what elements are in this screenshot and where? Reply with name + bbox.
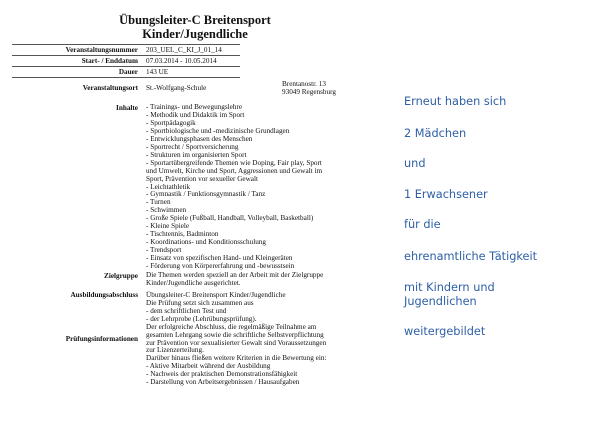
side-text-line2: 2 Mädchen: [404, 127, 467, 140]
zielgruppe-text: Die Themen werden speziell an der Arbeit mit der Zielgruppe Kinder/Jugendliche ausgerichtet.: [146, 271, 324, 287]
value-ort: St.-Wolfgang-Schule: [146, 84, 207, 92]
value-dauer: 143 UE: [146, 68, 169, 76]
label-dauer: Dauer: [118, 68, 138, 76]
list-item: - Sportartübergreifende Themen wie Doping, Fair play, Sport: [146, 158, 322, 167]
divider: [12, 55, 240, 56]
list-item: - Kleine Spiele: [146, 222, 190, 231]
value-veranstaltungsnummer: 203_UEL_C_KI_J_01_14: [146, 46, 222, 54]
document-subtitle: Kinder/Jugendliche: [142, 27, 248, 41]
divider: [12, 77, 240, 78]
side-text-line3: und: [404, 157, 426, 170]
label-inhalte: Inhalte: [116, 104, 138, 112]
list-item: - Methodik und Didaktik im Sport: [146, 110, 245, 119]
list-item: - Sportrecht / Sportversicherung: [146, 142, 239, 151]
list-item: - Schwimmen: [146, 206, 187, 215]
list-item: - Sportpädagogik: [146, 118, 196, 127]
side-text-line7: mit Kindern und: [404, 281, 495, 294]
side-text-line1: Erneut haben sich: [404, 95, 507, 108]
label-datum: Start- / Enddatum: [81, 57, 138, 65]
divider: [12, 66, 240, 67]
label-ort: Veranstaltungsort: [82, 84, 138, 92]
side-text-line9: weitergebildet: [404, 325, 486, 338]
list-item: - Koordinations- und Konditionsschulung: [146, 238, 266, 247]
list-item: - Strukturen im organisierten Sport: [146, 150, 247, 159]
label-pruefung: Prüfungsinformationen: [65, 335, 138, 343]
label-veranstaltungsnummer: Veranstaltungsnummer: [65, 46, 138, 54]
address-street: Brentanostr. 13: [282, 80, 326, 88]
side-text-line6: ehrenamtliche Tätigkeit: [404, 250, 538, 263]
value-datum: 07.03.2014 - 10.05.2014: [146, 57, 217, 65]
side-text-line5: für die: [404, 218, 441, 231]
list-item: - Tischtennis, Badminton: [146, 230, 219, 239]
label-ausbildungsabschluss: Ausbildungsabschluss: [70, 291, 138, 299]
list-item: - Einsatz von spezifischen Hand- und Kleingeräten: [146, 254, 293, 263]
list-item: - Förderung von Körpererfahrung und -bewusstsein: [146, 262, 295, 271]
list-item: - Große Spiele (Fußball, Handball, Volleyball, Basketball): [146, 214, 314, 223]
list-item: Sport, Prävention vor sexueller Gewalt: [146, 174, 258, 183]
value-ausbildungsabschluss: Übungsleiter-C Breitensport Kinder/Jugendliche: [146, 291, 286, 299]
pruefung-text: Die Prüfung setzt sich zusammen aus - dem schriftlichen Test und - der Lehrprobe (Lehrübungsprüfung). Der erfolgreiche Abschluss, die regelmäßige Teilnahme am gesamten Lehrgang sowie die schriftliche Selbstverpflichtung zur Prävention vor sexualisierter Gewalt sind Voraussetzungen zur Lizenzerteilung. Darüber hinaus fließen weitere Kriterien in die Bewertung ein: - Aktive Mitarbeit während der Ausbildung - Nachweis der praktischen Demonstrationsfähigkeit - Darstellung von Arbeitsergebnissen / Hausaufgaben: [146, 299, 327, 387]
divider: [12, 44, 240, 45]
document-title: Übungsleiter-C Breitensport: [119, 13, 271, 27]
side-text-line4: 1 Erwachsener: [404, 188, 488, 201]
list-item: - Gymnastik / Funktionsgymnastik / Tanz: [146, 190, 266, 199]
list-item: - Leichtathletik: [146, 182, 191, 191]
side-text-line8: Jugendlichen: [404, 295, 477, 308]
list-item: - Sportbiologische und -medizinische Grundlagen: [146, 126, 290, 135]
address-city: 93049 Regensburg: [282, 88, 336, 96]
list-item: - Trainings- und Bewegungslehre: [146, 103, 243, 111]
label-zielgruppe: Zielgruppe: [104, 272, 138, 280]
list-item: und Umwelt, Kirche und Sport, Aggressionen und Gewalt im: [146, 166, 323, 175]
list-item: - Entwicklungsphasen des Menschen: [146, 134, 253, 143]
list-item: - Trendsport: [146, 246, 182, 255]
inhalte-list: [146, 104, 336, 271]
list-item: - Turnen: [146, 198, 171, 207]
